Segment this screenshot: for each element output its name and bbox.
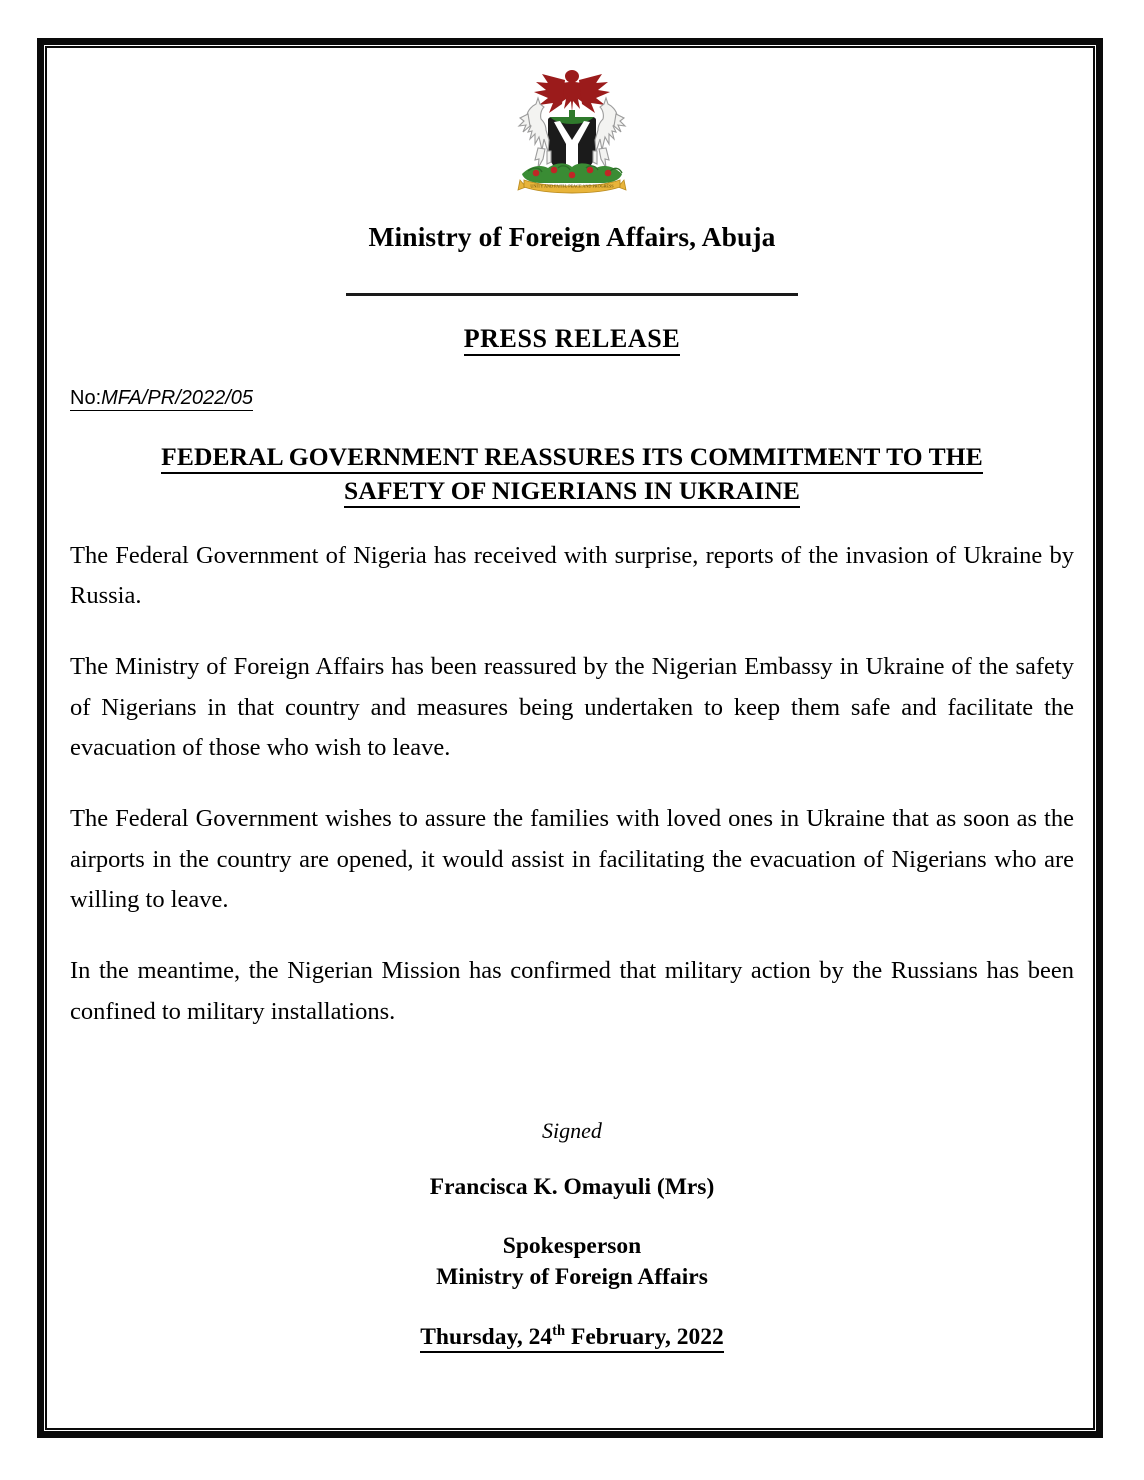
release-date-ordinal: th [552,1323,566,1340]
document-content [70,52,1074,1392]
signer-name: Francisca K. Omayuli (Mrs) [429,1174,715,1201]
reference-number-underline [70,387,253,411]
release-date-day: 24 [528,1324,553,1351]
header-divider-rule [346,293,798,296]
document-title-line-2: SAFETY OF NIGERIANS IN UKRAINE [344,476,800,508]
reference-number-label: No: [70,387,102,409]
ministry-heading: Ministry of Foreign Affairs, Abuja [368,221,776,252]
signed-label: Signed [542,1118,602,1144]
body-text [70,536,1074,1033]
body-paragraph: In the meantime, the Nigerian Mission has confirmed that military action by the Russians has been confined to military installations. [70,957,1074,1025]
nigeria-coat-of-arms-icon [492,56,652,196]
reference-number-value: MFA/PR/2022/05 [101,387,254,409]
press-release-heading-text: PRESS RELEASE [464,324,681,356]
signer-role [70,1231,1074,1292]
header-divider-container [70,283,1074,301]
body-paragraph: The Federal Government of Nigeria has received with surprise, reports of the invasion of Ukraine by Russia. [70,541,1074,610]
coat-of-arms-container [70,52,1074,201]
document-title [70,440,1074,508]
release-date-rest: February, 2022 [565,1324,724,1351]
signature-block [70,1118,1074,1351]
reference-number [70,387,1074,410]
signer-role-line-1: Spokesperson [502,1233,642,1260]
document-title-line-1: FEDERAL GOVERNMENT REASSURES ITS COMMITMENT TO THE [161,442,983,474]
release-date [70,1324,1074,1351]
release-date-weekday: Thursday, [420,1324,529,1351]
svg-text:UNITY AND FAITH, PEACE AND PRO: UNITY AND FAITH, PEACE AND PROGRESS [530,183,614,189]
press-release-heading [70,324,1074,354]
release-date-underline [420,1324,724,1353]
signer-role-line-2: Ministry of Foreign Affairs [436,1263,708,1290]
body-paragraph: The Ministry of Foreign Affairs has been reassured by the Nigerian Embassy in Ukraine of the safety of Nigerians in that country and measures being undertaken to keep them safe and facilitate the evacuation of those who wish to leave. [70,653,1074,762]
body-paragraph: The Federal Government wishes to assure the families with loved ones in Ukraine that as soon as the airports in the country are opened, it would assist in facilitating the evacuation of Nigerians who are willing to leave. [70,805,1074,914]
